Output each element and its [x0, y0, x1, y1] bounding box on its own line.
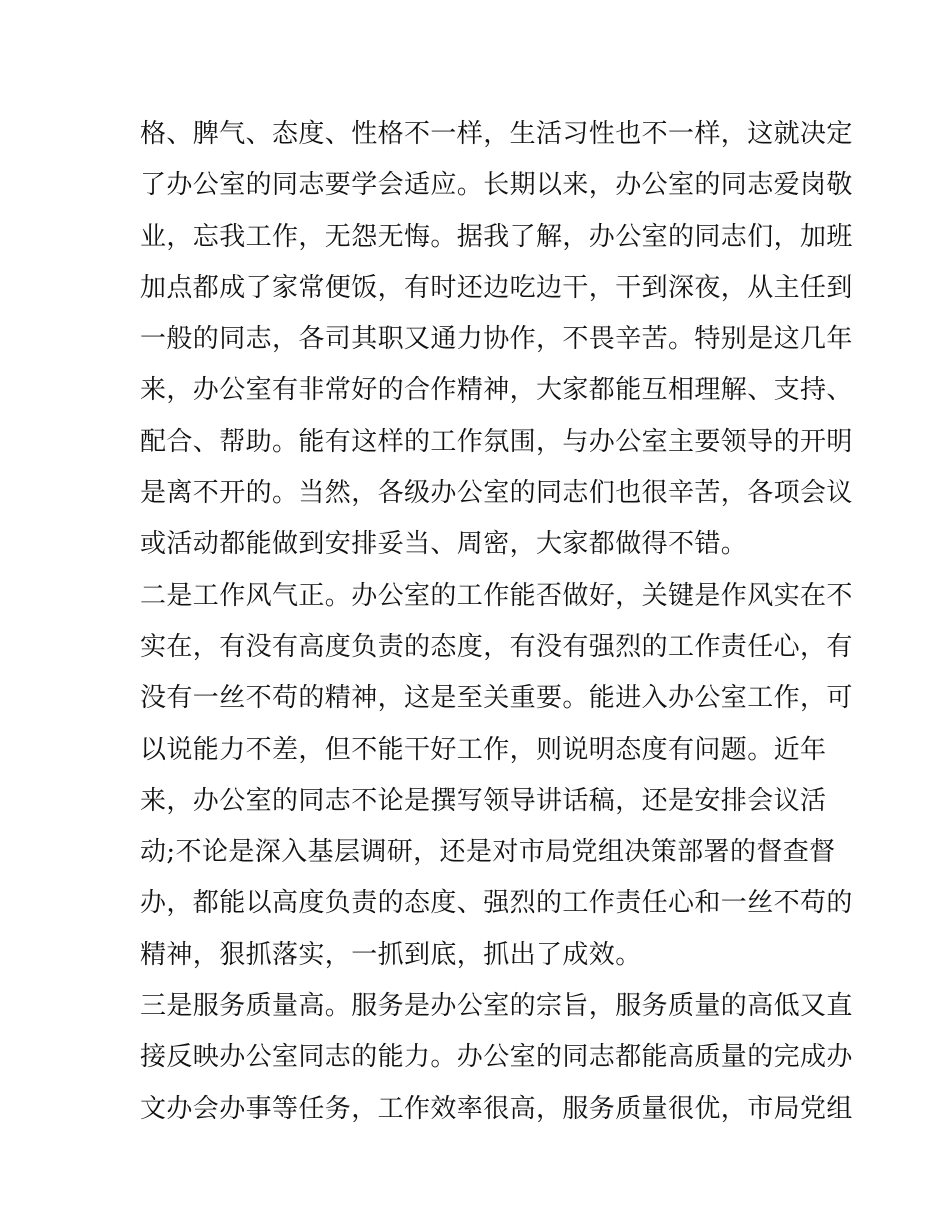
text-line-1: 格、脾气、态度、性格不一样，生活习性也不一样，这就决定	[140, 119, 853, 149]
text-line-8: 是离不开的。当然，各级办公室的同志们也很辛苦，各项会议	[140, 478, 853, 509]
text-line-9: 或活动都能做到安排妥当、周密，大家都做得不错。	[140, 529, 748, 560]
text-line-6: 来，办公室有非常好的合作精神，大家都能互相理解、支持、	[140, 375, 853, 406]
text-line-13: 以说能力不差，但不能干好工作，则说明态度有问题。近年	[140, 734, 827, 765]
text-line-19: 接反映办公室同志的能力。办公室的同志都能高质量的完成办	[140, 1042, 853, 1073]
text-line-2: 了办公室的同志要学会适应。长期以来，办公室的同志爱岗敬	[140, 170, 853, 201]
text-line-5: 一般的同志，各司其职又通力协作，不畏辛苦。特别是这几年	[140, 324, 853, 355]
text-line-11: 实在，有没有高度负责的态度，有没有强烈的工作责任心，有	[140, 631, 853, 662]
text-line-17: 精神，狠抓落实，一抓到底，抓出了成效。	[140, 939, 642, 970]
text-line-3: 业，忘我工作，无怨无悔。据我了解，办公室的同志们，加班	[140, 221, 853, 252]
body-text	[140, 109, 853, 1135]
text-line-4: 加点都成了家常便饭，有时还边吃边干，干到深夜，从主任到	[140, 272, 853, 303]
text-line-20: 文办会办事等任务，工作效率很高，服务质量很优，市局党组	[140, 1093, 853, 1124]
text-line-18: 三是服务质量高。服务是办公室的宗旨，服务质量的高低又直	[140, 991, 853, 1022]
text-line-16: 办，都能以高度负责的态度、强烈的工作责任心和一丝不苟的	[140, 888, 853, 919]
text-line-7: 配合、帮助。能有这样的工作氛围，与办公室主要领导的开明	[140, 426, 853, 457]
text-line-15: 动;不论是深入基层调研，还是对市局党组决策部署的督查督	[140, 837, 836, 868]
text-line-12: 没有一丝不苟的精神，这是至关重要。能进入办公室工作，可	[140, 683, 853, 714]
text-line-14: 来，办公室的同志不论是撰写领导讲话稿，还是安排会议活	[140, 785, 827, 816]
text-line-10: 二是工作风气正。办公室的工作能否做好，关键是作风实在不	[140, 580, 853, 611]
